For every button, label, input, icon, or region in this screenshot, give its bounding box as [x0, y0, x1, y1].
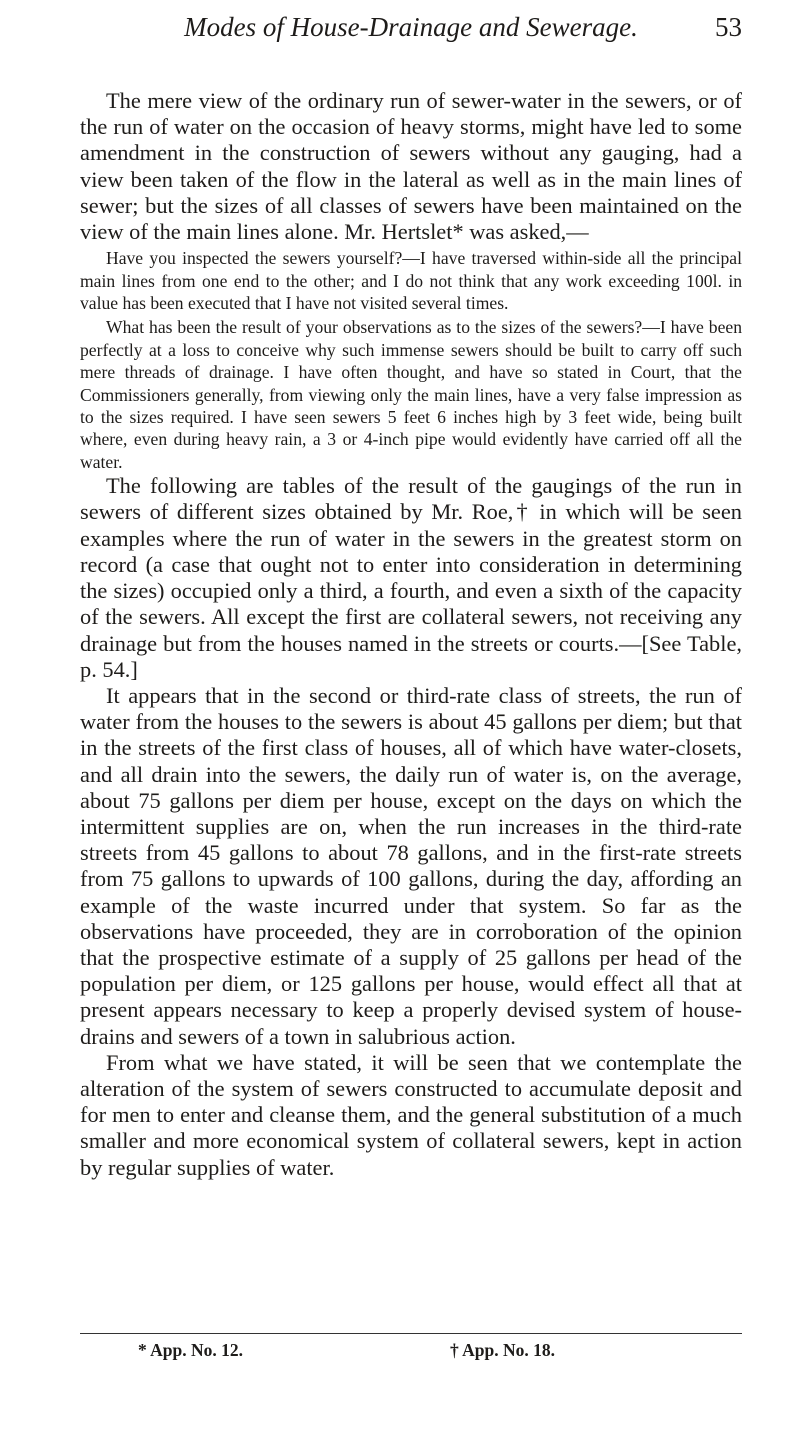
body-text: [80, 88, 742, 1181]
paragraph: The following are tables of the result of the gaugings of the run in sewers of different sizes obtained by Mr. Roe,† in which will be seen examples where the run of water in the sewers in the greatest storm on record (a case that ought not to enter into consideration in determining the sizes) occupied only a third, a fourth, and even a sixth of the capacity of the sewers. All except the first are collateral sewers, not receiving any drainage but from the houses named in the streets or courts.—[See Table, p. 54.]: [80, 473, 742, 682]
paragraph: It appears that in the second or third-rate class of streets, the run of water from the houses to the sewers is about 45 gallons per diem; but that in the streets of the first class of houses, all of which have water-closets, and all drain into the sewers, the daily run of water is, on the average, about 75 gallons per diem per house, except on the days on which the intermittent supplies are on, when the run increases in the third-rate streets from 45 gallons to about 78 gallons, and in the first-rate streets from 75 gallons to upwards of 100 gallons, during the day, affording an example of the waste incurred under that system. So far as the observations have proceeded, they are in corroboration of the opinion that the prospective estimate of a supply of 25 gallons per head of the population per diem, or 125 gallons per house, would effect all that at present appears necessary to keep a properly devised system of house-drains and sewers of a town in salubrious action.: [80, 682, 742, 1049]
footnote: * App. No. 12.: [138, 1340, 244, 1360]
paragraph: The mere view of the ordinary run of sewer-water in the sewers, or of the run of water on the occasion of heavy storms, might have led to some amendment in the construction of sewers without any gauging, had a view been taken of the flow in the lateral as well as in the main lines of sewer; but the sizes of all classes of sewers have been maintained on the view of the main lines alone. Mr. Hertslet* was asked,—: [80, 88, 742, 245]
testimony-question: Have you inspected the sewers yourself?—I have traversed within-side all the principal main lines from one end to the other; and I do not think that any work exceeding 100l. in value has been executed that I have not visited several times.: [80, 248, 742, 314]
footnote-rule: [80, 1333, 742, 1334]
paragraph: From what we have stated, it will be seen that we contemplate the alteration of the system of sewers constructed to accumulate deposit and for men to enter and cleanse them, and the general substitution of a much smaller and more economical system of collateral sewers, kept in action by regular supplies of water.: [80, 1049, 742, 1180]
running-head: [80, 12, 742, 52]
page-number: 53: [715, 12, 742, 42]
footnote: † App. No. 18.: [450, 1340, 556, 1360]
running-title: Modes of House-Drainage and Sewerage.: [184, 12, 638, 42]
testimony-question: What has been the result of your observations as to the sizes of the sewers?—I have been perfectly at a loss to conceive why such immense sewers should be built to carry off such mere threads of drainage. I have often thought, and have so stated in Court, that the Commissioners generally, from viewing only the main lines, have a very false impression as to the sizes required. I have seen sewers 5 feet 6 inches high by 3 feet wide, being built where, even during heavy rain, a 3 or 4-inch pipe would evidently have carried off all the water.: [80, 317, 742, 472]
